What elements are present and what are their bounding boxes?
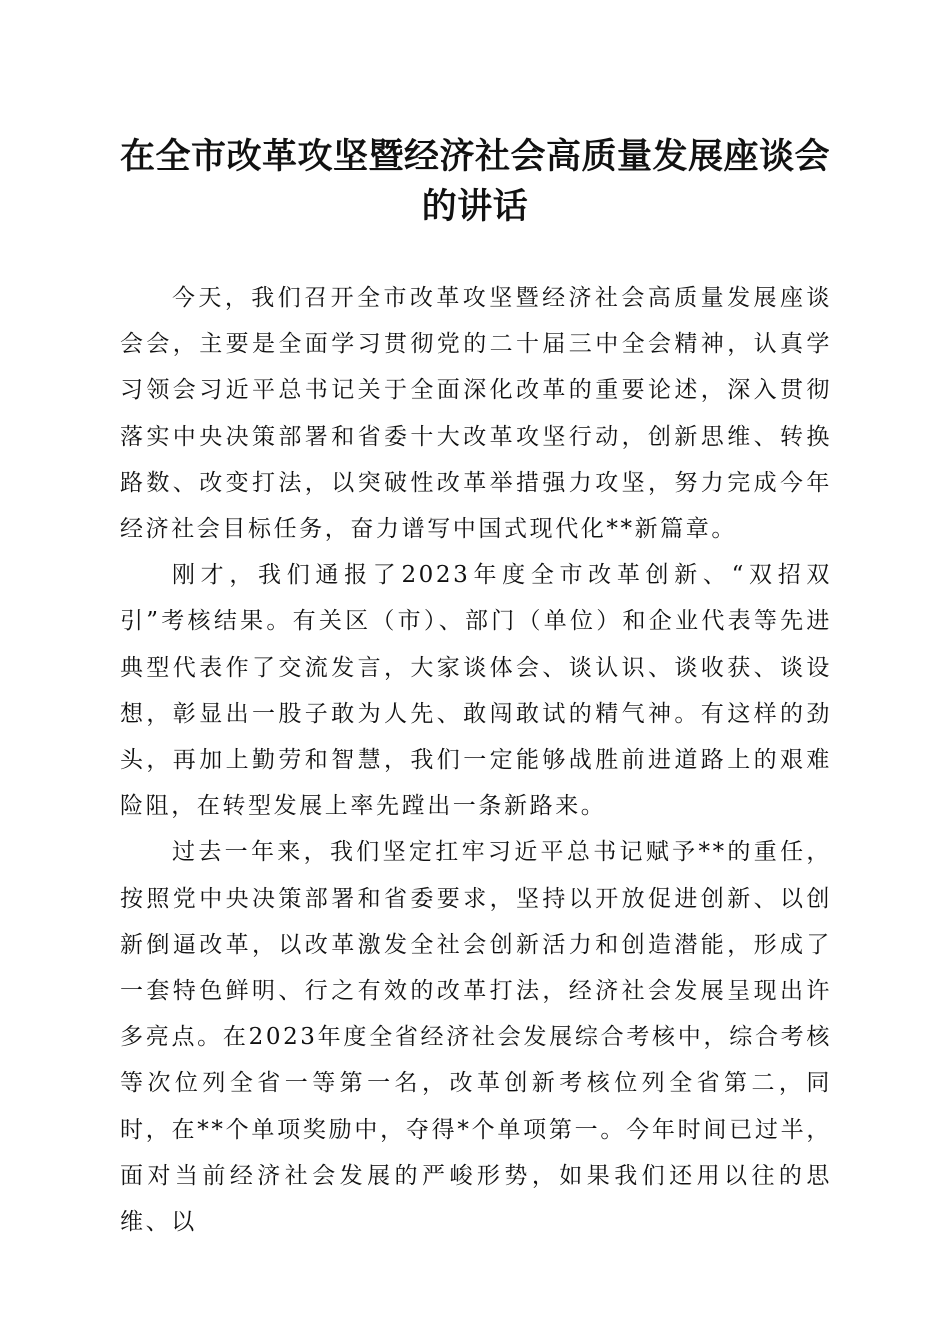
paragraph-2: 刚才，我们通报了2023年度全市改革创新、“双招双引”考核结果。有关区（市）、部门（单位）和企业代表等先进典型代表作了交流发言，大家谈体会、谈认识、谈收获、谈设想，彰显出一股子敢为人先、敢闯敢试的精气神。有这样的劲头，再加上勤劳和智慧，我们一定能够战胜前进道路上的艰难险阻，在转型发展上率先蹚出一条新路来。 xyxy=(120,562,832,820)
title-line-1: 在全市改革攻坚暨经济社会高质量发展座谈会 xyxy=(119,136,830,177)
document-title xyxy=(100,132,850,232)
document-body xyxy=(120,275,832,1245)
title-line-2: 的讲话 xyxy=(421,186,529,227)
paragraph-1: 今天，我们召开全市改革攻坚暨经济社会高质量发展座谈会会，主要是全面学习贯彻党的二十届三中全会精神，认真学习领会习近平总书记关于全面深化改革的重要论述，深入贯彻落实中央决策部署和省委十大改革攻坚行动，创新思维、转换路数、改变打法，以突破性改革举措强力攻坚，努力完成今年经济社会目标任务，奋力谱写中国式现代化**新篇章。 xyxy=(120,285,832,543)
paragraph-3: 过去一年来，我们坚定扛牢习近平总书记赋予**的重任，按照党中央决策部署和省委要求，坚持以开放促进创新、以创新倒逼改革，以改革激发全社会创新活力和创造潜能，形成了一套特色鲜明、行之有效的改革打法，经济社会发展呈现出许多亮点。在2023年度全省经济社会发展综合考核中，综合考核等次位列全省一等第一名，改革创新考核位列全省第二，同时，在**个单项奖励中，夺得*个单项第一。今年时间已过半，面对当前经济社会发展的严峻形势，如果我们还用以往的思维、以 xyxy=(120,839,832,1236)
